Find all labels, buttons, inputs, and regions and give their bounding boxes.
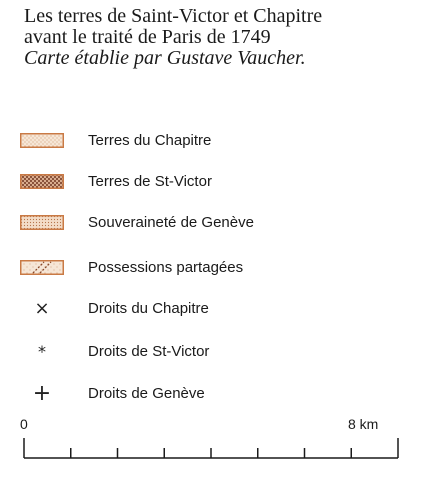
legend-item-possessions-partagees (0, 256, 429, 280)
legend-label-droits-chapitre: Droits du Chapitre (88, 300, 209, 317)
legend-item-droits-st-victor (0, 340, 429, 364)
swatch-terres-st-victor (20, 174, 64, 189)
plus-icon: + (32, 381, 52, 406)
legend-label-terres-st-victor: Terres de St-Victor (88, 173, 212, 190)
asterisk-icon: * (38, 342, 46, 361)
legend-label-possessions-partagees: Possessions partagées (88, 259, 244, 276)
legend-label-droits-geneve: Droits de Genève (88, 385, 205, 402)
swatch-possessions-partagees (20, 260, 64, 275)
legend-label-droits-st-victor: Droits de St-Victor (88, 343, 210, 360)
legend-item-droits-geneve (0, 382, 429, 406)
swatch-souverainete-geneve (20, 215, 64, 230)
legend-label-souverainete-geneve: Souveraineté de Genève (88, 214, 254, 231)
scale-end-label: 8 km (348, 416, 379, 432)
legend-item-souverainete-geneve (0, 211, 429, 235)
title-line-1: Les terres de Saint-Victor et Chapitre (24, 5, 323, 27)
scale-bar-graphic (0, 436, 429, 472)
legend-label-terres-chapitre: Terres du Chapitre (88, 132, 212, 149)
swatch-terres-chapitre (20, 133, 64, 148)
cross-x-icon: × (34, 298, 50, 319)
title-credit: Carte établie par Gustave Vaucher. (24, 47, 306, 69)
scale-bar (0, 412, 429, 472)
title-line-2: avant le traité de Paris de 1749 (24, 26, 271, 48)
legend-item-droits-chapitre (0, 297, 429, 321)
scale-start-label: 0 (20, 416, 28, 432)
legend-item-terres-chapitre (0, 129, 429, 153)
legend-item-terres-st-victor (0, 170, 429, 194)
